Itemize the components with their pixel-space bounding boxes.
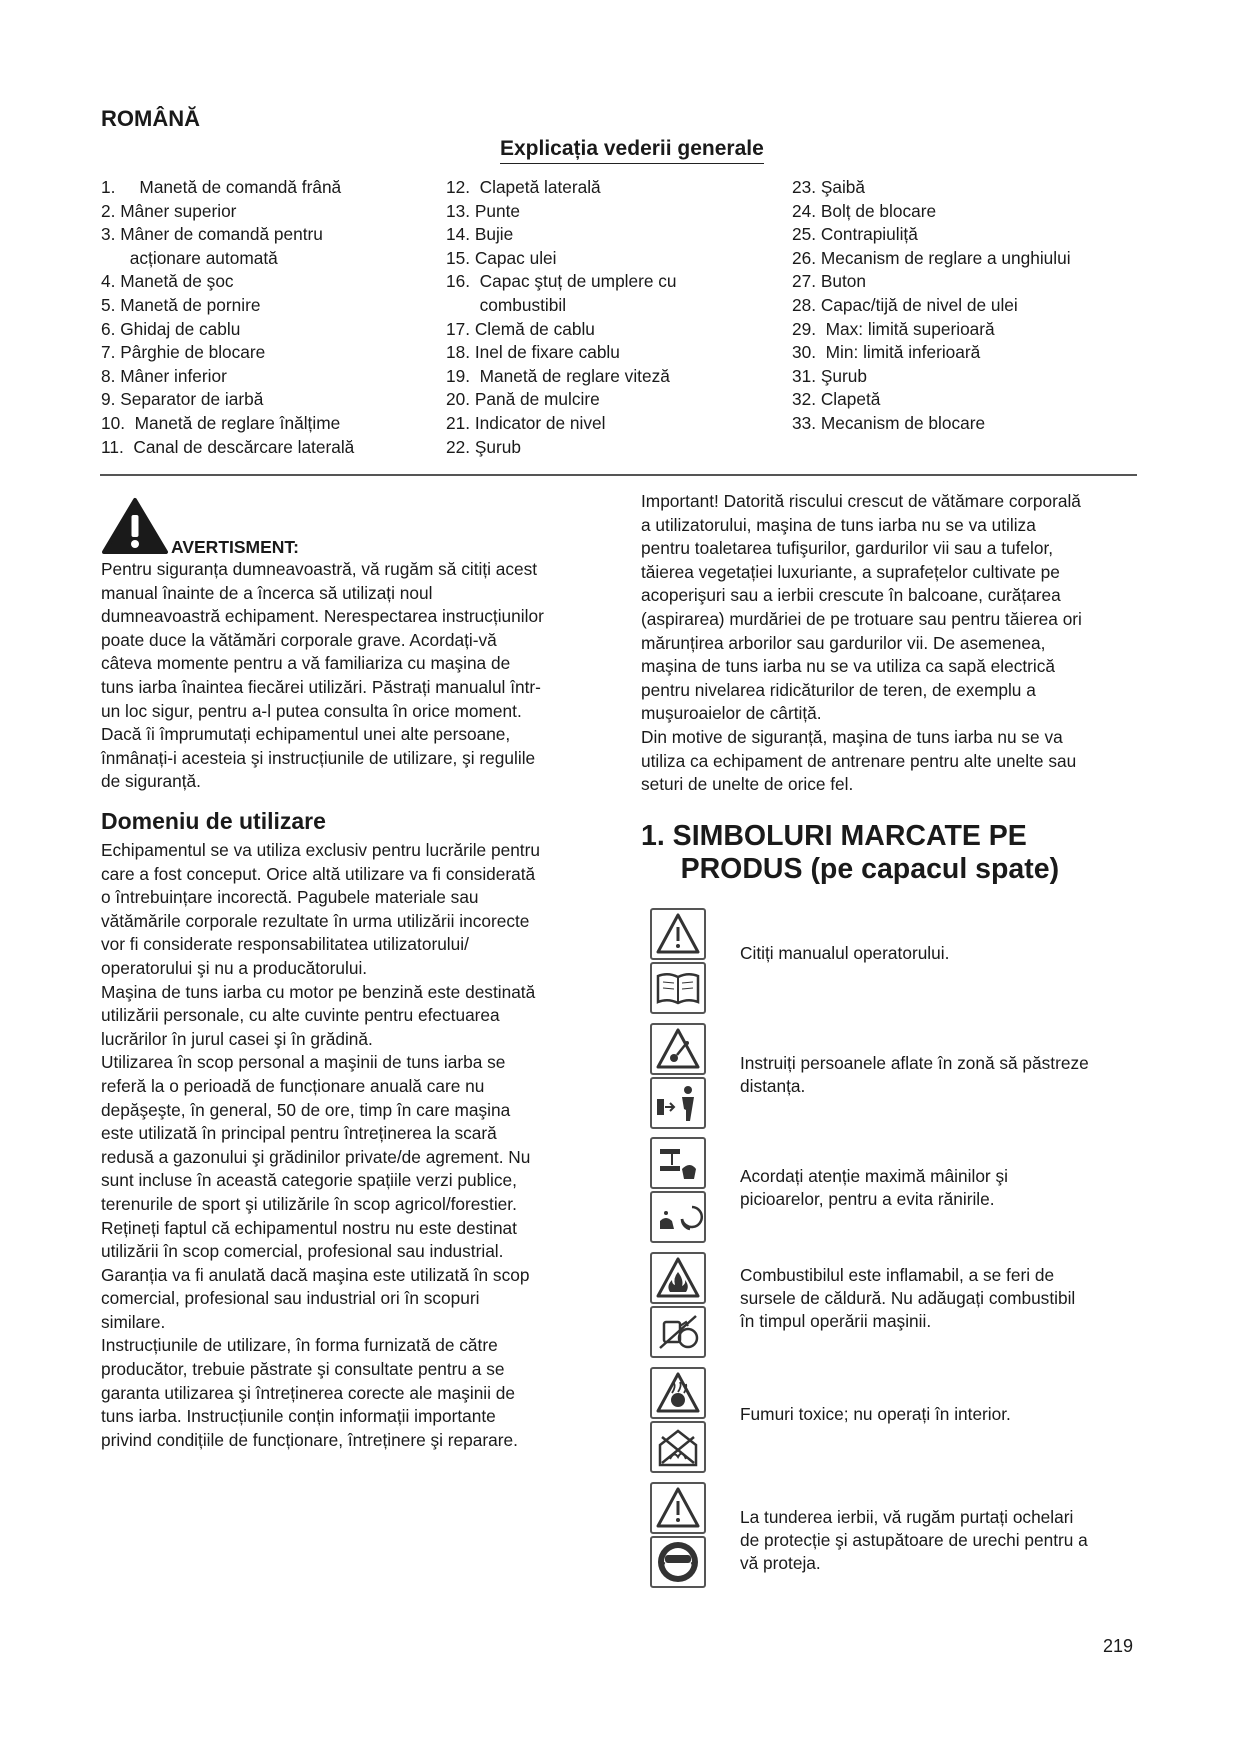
domain-heading: Domeniu de utilizare bbox=[101, 808, 326, 834]
symbol-1-text: Citiți manualul operatorului. bbox=[740, 943, 950, 963]
open-book-icon bbox=[650, 962, 706, 1014]
list-item: 20. Pană de mulcire bbox=[446, 389, 600, 410]
hand-cut-icon bbox=[650, 1137, 706, 1189]
list-item: 31. Şurub bbox=[792, 365, 867, 386]
list-item: 12. Clapetă laterală bbox=[446, 177, 601, 197]
list-item: 3. Mâner de comandă pentru bbox=[101, 224, 323, 245]
symbol-5-text: Fumuri toxice; nu operați în interior. bbox=[740, 1404, 1011, 1424]
symbol-group-6 bbox=[650, 1482, 710, 1590]
list-item: 25. Contrapiuliță bbox=[792, 224, 918, 245]
list-item: 23. Şaibă bbox=[792, 177, 866, 197]
symbol-6-text: La tunderea ierbii, vă rugăm purtați ochelari de protecție şi astupătoare de urechi pentru a vă proteja. bbox=[740, 1507, 1088, 1573]
section-divider bbox=[100, 474, 1137, 476]
list-item: 15. Capac ulei bbox=[446, 247, 557, 268]
list-item: 24. Bolț de blocare bbox=[792, 200, 937, 221]
page-number: 219 bbox=[1103, 1636, 1134, 1656]
list-item: 17. Clemă de cablu bbox=[446, 318, 595, 339]
list-item: 14. Bujie bbox=[446, 224, 514, 245]
list-item: 18. Inel de fixare cablu bbox=[446, 342, 620, 363]
list-item: 33. Mecanism de blocare bbox=[792, 412, 986, 433]
list-item: 7. Pârghie de blocare bbox=[101, 342, 266, 363]
list-item: 16. Capac ştuț de umplere cu bbox=[446, 271, 677, 292]
list-item: 19. Manetă de reglare viteză bbox=[446, 365, 670, 386]
list-item: 2. Mâner superior bbox=[101, 200, 237, 221]
warning-title: AVERTISMENT: bbox=[171, 537, 300, 557]
symbol-4-text: Combustibilul este inflamabil, a se feri de sursele de căldură. Nu adăugați combustibil în timpul operării maşinii. bbox=[740, 1265, 1076, 1331]
symbol-group-1 bbox=[650, 908, 710, 1016]
parts-list-column-3 bbox=[792, 176, 1071, 436]
list-item: 11. Canal de descărcare laterală bbox=[101, 436, 355, 457]
list-item: 13. Punte bbox=[446, 200, 520, 221]
warning-triangle-icon bbox=[650, 1482, 706, 1534]
thrown-object-warning-icon bbox=[650, 1023, 706, 1075]
symbol-group-2 bbox=[650, 1023, 710, 1131]
no-refuel-running-icon bbox=[650, 1306, 706, 1358]
symbols-heading: 1. SIMBOLURI MARCATE PE PRODUS (pe capacul spate) bbox=[641, 820, 1060, 885]
parts-list-column-1 bbox=[101, 176, 354, 459]
list-item: 6. Ghidaj de cablu bbox=[101, 318, 241, 339]
symbol-2-text: Instruiți persoanele aflate în zonă să păstreze distanța. bbox=[740, 1053, 1089, 1096]
list-item: 22. Şurub bbox=[446, 436, 521, 457]
important-note-text: Important! Datorită riscului crescut de vătămare corporală a utilizatorului, maşina de tuns iarba nu se va utiliza pentru toaletarea tufişurilor, gardurilor vii sau a tufelor, tăierea vegetației luxuriante, a suprafețelor cultivate pe acoperişuri sau a ierbii crescute în balcoane, curățarea (aspirarea) murdăriei de pe trotuare sau pentru tăierea ori mărunțirea arborilor sau gardurilor vii. De asemenea, maşina de tuns iarba nu se va utiliza ca sapă electrică pentru nivelarea ridicăturilor de teren, de exemplu a muşuroaielor de cârtiță. Din motive de siguranță, maşina de tuns iarba nu se va utiliza ca echipament de antrenare pentru alte unelte sau seturi de unelte de orice fel. bbox=[641, 491, 1082, 795]
ear-eye-protection-icon bbox=[650, 1536, 706, 1588]
symbol-3-text: Acordați atenție maximă mâinilor şi picioarelor, pentru a evita rănirile. bbox=[740, 1166, 1008, 1209]
warning-triangle-icon bbox=[101, 497, 169, 555]
foot-cut-icon bbox=[650, 1191, 706, 1243]
fire-warning-icon bbox=[650, 1252, 706, 1304]
symbol-group-4 bbox=[650, 1252, 710, 1360]
warning-triangle-icon bbox=[650, 908, 706, 960]
list-item: combustibil bbox=[446, 294, 567, 315]
toxic-fumes-icon bbox=[650, 1367, 706, 1419]
list-item: 4. Manetă de şoc bbox=[101, 271, 234, 292]
list-item: 29. Max: limită superioară bbox=[792, 318, 995, 339]
domain-text: Echipamentul se va utiliza exclusiv pentru lucrările pentru care a fost conceput. Orice altă utilizare va fi considerată o întrebuințare incorectă. Pagubele materiale sau vătămările corporale rezultate în urma utilizării incorecte vor fi considerate responsabilitatea utilizatorului/ operatorului şi nu a producătorului. Maşina de tuns iarba cu motor pe benzină este destinată utilizării personale, cu alte cuvinte pentru efectuarea lucrărilor în jurul casei şi în grădină. Utilizarea în scop personal a maşinii de tuns iarba se referă la o perioadă de funcționare anuală care nu depăşeşte, în general, 50 de ore, timp în care maşina este utilizată în principal pentru întreținerea la scară redusă a gazonului şi grădinilor private/de agrement. Nu sunt incluse în această categorie spațiile verzi publice, terenurile de sport şi utilizările în scop agricol/forestier. Rețineți faptul că echipamentul nostru nu este destinat utilizării în scop comercial, profesional sau industrial. Garanția va fi anulată dacă maşina este utilizată în scop comercial, profesional sau industrial ori în scopuri similare. Instrucțiunile de utilizare, în forma furnizată de către producător, trebuie păstrate şi consultate pentru a se garanta utilizarea şi întreținerea corecte ale maşinii de tuns iarba. Instrucțiunile conțin informații importante privind condițiile de funcționare, întreținere şi reparare. bbox=[101, 840, 540, 1450]
parts-list-column-2 bbox=[446, 176, 677, 459]
list-item: 21. Indicator de nivel bbox=[446, 412, 606, 433]
list-item: 9. Separator de iarbă bbox=[101, 389, 264, 410]
language-title: ROMÂNĂ bbox=[101, 106, 200, 131]
no-indoor-icon bbox=[650, 1421, 706, 1473]
list-item: 5. Manetă de pornire bbox=[101, 294, 261, 315]
parts-list-title: Explicația vederii generale bbox=[500, 137, 764, 164]
list-item: 32. Clapetă bbox=[792, 389, 881, 410]
list-item: 26. Mecanism de reglare a unghiului bbox=[792, 247, 1071, 268]
list-item: 8. Mâner inferior bbox=[101, 365, 227, 386]
keep-distance-icon bbox=[650, 1077, 706, 1129]
warning-text: Pentru siguranța dumneavoastră, vă rugăm să citiți acest manual înainte de a încerca să utilizați noul dumneavoastră echipament. Nerespectarea instrucțiunilor poate duce la vătămări corporale grave. Acordați-vă câteva momente pentru a vă familiariza cu maşina de tuns iarba înaintea fiecărei utilizări. Păstrați manualul într- un loc sigur, pentru a-l putea consulta în orice moment. Dacă îi împrumutați echipamentul unei alte persoane, înmânați-i acesteia şi instrucțiunile de utilizare, şi regulile de siguranță. bbox=[101, 559, 544, 792]
list-item: 10. Manetă de reglare înălțime bbox=[101, 412, 341, 433]
list-item: 1. Manetă de comandă frână bbox=[101, 177, 342, 197]
symbol-group-3 bbox=[650, 1137, 710, 1245]
list-item: 30. Min: limită inferioară bbox=[792, 342, 981, 363]
list-item: acționare automată bbox=[101, 247, 278, 268]
symbol-group-5 bbox=[650, 1367, 710, 1475]
list-item: 27. Buton bbox=[792, 271, 866, 292]
list-item: 28. Capac/tijă de nivel de ulei bbox=[792, 294, 1018, 315]
